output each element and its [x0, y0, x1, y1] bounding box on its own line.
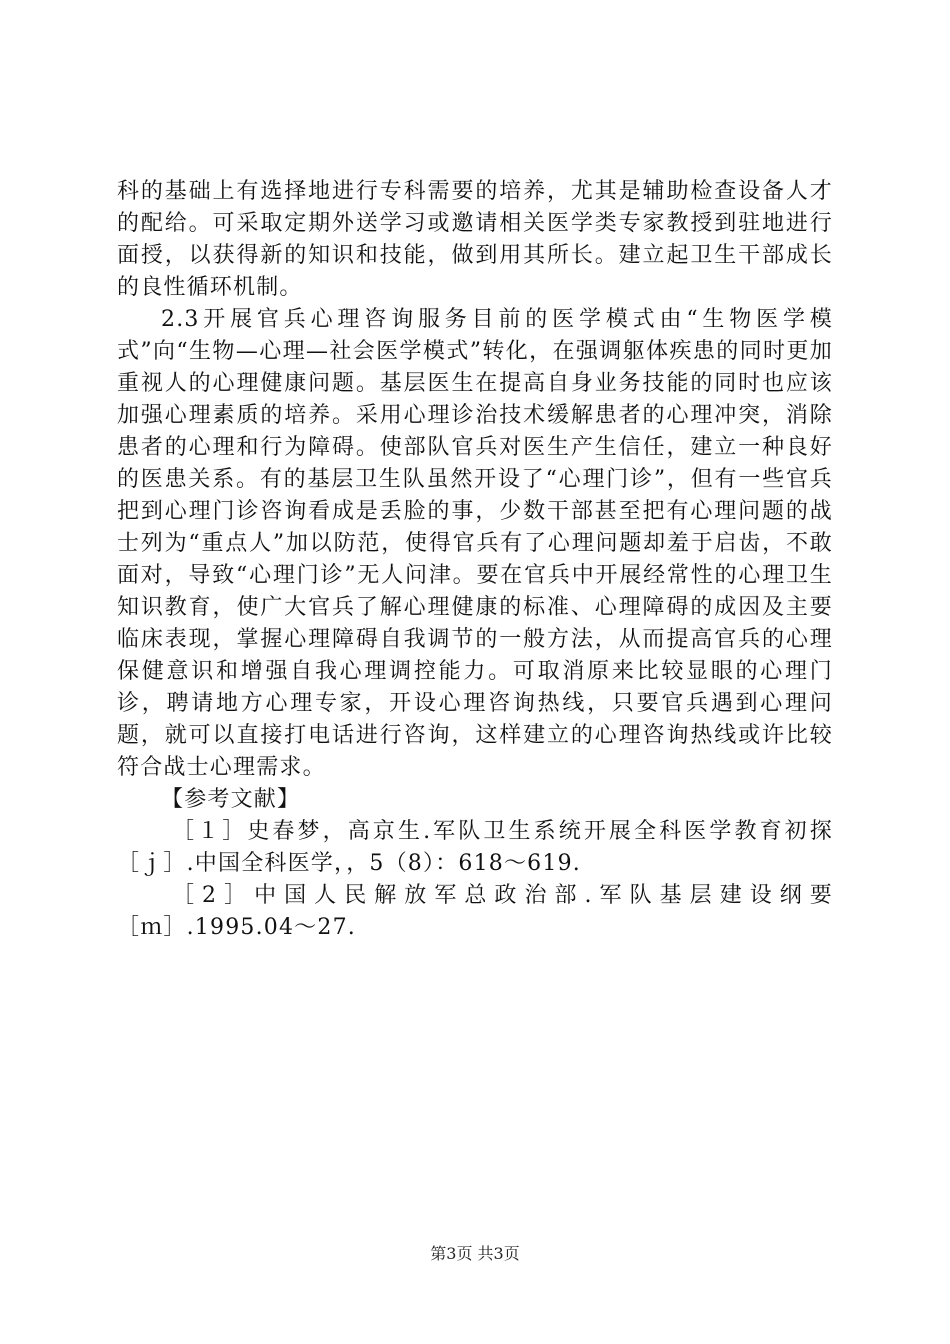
- page-footer: 第3页 共3页: [430, 1244, 520, 1263]
- body-paragraph-2: 2.3开展官兵心理咨询服务目前的医学模式由“生物医学模式”向“生物—心理—社会医学模式”转化，在强调躯体疾患的同时更加重视人的心理健康问题。基层医生在提高自身业务技能的同时也应该加强心理素质的培养。采用心理诊治技术缓解患者的心理冲突，消除患者的心理和行为障碍。使部队官兵对医生产生信任，建立一种良好的医患关系。有的基层卫生队虽然开设了“心理门诊”，但有一些官兵把到心理门诊咨询看成是丢脸的事，少数干部甚至把有心理问题的战士列为“重点人”加以防范，使得官兵有了心理问题却羞于启齿，不敢面对，导致“心理门诊”无人问津。要在官兵中开展经常性的心理卫生知识教育，使广大官兵了解心理健康的标准、心理障碍的成因及主要临床表现，掌握心理障碍自我调节的一般方法，从而提高官兵的心理保健意识和增强自我心理调控能力。可取消原来比较显眼的心理门诊，聘请地方心理专家，开设心理咨询热线，只要官兵遇到心理问题，就可以直接打电话进行咨询，这样建立的心理咨询热线或许比较符合战士心理需求。: [117, 307, 833, 780]
- reference-item-1: ［１］史春梦，高京生.军队卫生系统开展全科医学教育初探［ｊ］.中国全科医学，，5（8）：618～619.: [117, 819, 833, 876]
- body-paragraph-1: 科的基础上有选择地进行专科需要的培养，尤其是辅助检查设备人才的配给。可采取定期外送学习或邀请相关医学类专家教授到驻地进行面授，以获得新的知识和技能，做到用其所长。建立起卫生干部成长的良性循环机制。: [117, 179, 833, 300]
- reference-item-2: ［2］中国人民解放军总政治部.军队基层建设纲要［ｍ］.1995.04～27.: [117, 883, 833, 940]
- document-body: [117, 176, 833, 944]
- references-heading: 【参考文献】: [161, 787, 301, 812]
